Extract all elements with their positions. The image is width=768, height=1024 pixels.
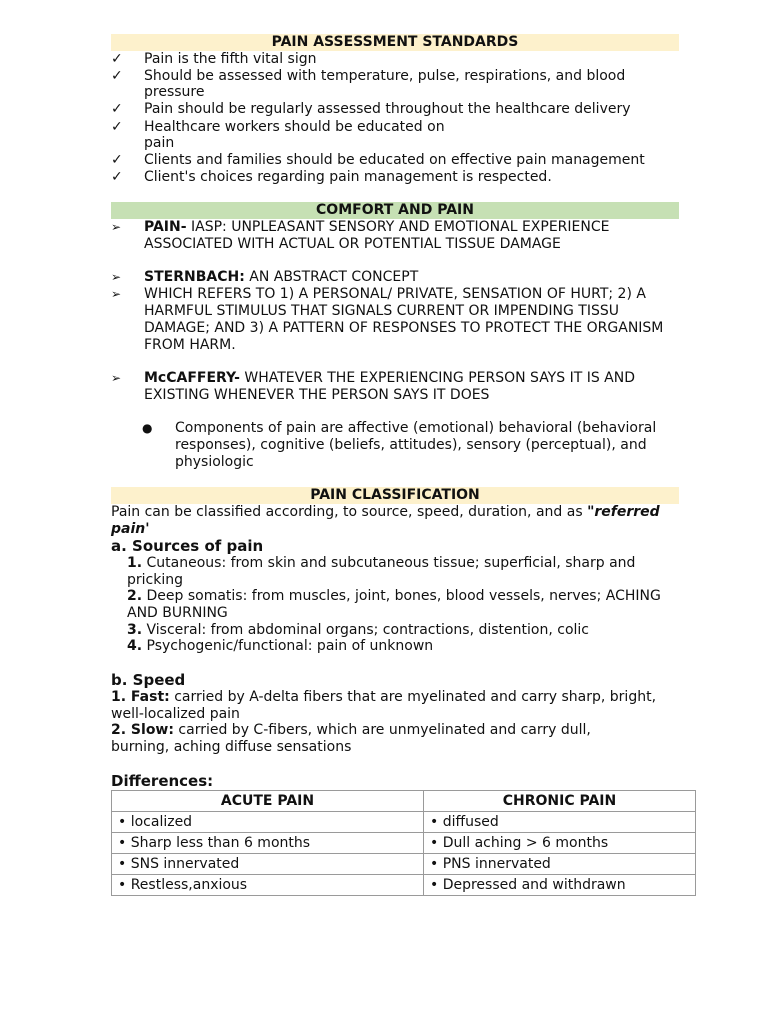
differences-heading: Differences:: [111, 772, 214, 790]
which-refers-line: FROM HARM.: [144, 337, 236, 353]
checkmark-icon: ✓: [111, 51, 123, 67]
which-refers-line: DAMAGE; AND 3) A PATTERN OF RESPONSES TO PROTECT THE ORGANISM: [144, 320, 664, 336]
pain-definition-text: IASP: UNPLEASANT SENSORY AND EMOTIONAL EXPERIENCE: [186, 219, 610, 235]
components-line: Components of pain are affective (emotional) behavioral (behavioral: [175, 420, 657, 436]
slow-text: burning, aching diffuse sensations: [111, 739, 352, 755]
fast-text: carried by A-delta fibers that are myelinated and carry sharp, bright,: [169, 689, 657, 705]
components-line: physiologic: [175, 454, 254, 470]
intro-quote: ": [587, 504, 595, 520]
source-number: 4.: [127, 638, 143, 654]
checkmark-icon: ✓: [111, 169, 123, 185]
pain-definition: [144, 219, 684, 253]
source-text: Cutaneous: from skin and subcutaneous tissue; superficial, sharp and: [142, 555, 636, 571]
acute-vs-chronic-table: [111, 790, 696, 896]
pain-definition-text: ASSOCIATED WITH ACTUAL OR POTENTIAL TISSUE DAMAGE: [144, 236, 561, 252]
source-number: 1.: [127, 555, 143, 571]
sternbach-definition: [144, 269, 418, 286]
standard-item-continued: pain: [144, 135, 175, 151]
chronic-pain-header: CHRONIC PAIN: [424, 791, 696, 812]
standard-item: Clients and families should be educated on effective pain management: [144, 152, 645, 168]
fast-label: 1. Fast:: [111, 689, 170, 705]
table-row: [112, 875, 696, 896]
pain-assessment-standards-heading: PAIN ASSESSMENT STANDARDS: [111, 34, 679, 51]
speed-heading: b. Speed: [111, 671, 186, 689]
standard-item: Pain is the fifth vital sign: [144, 51, 317, 67]
mccaffery-term: McCAFFERY-: [144, 370, 240, 386]
source-item: [127, 638, 433, 655]
intro-text: Pain can be classified according, to source, speed, duration, and as: [111, 504, 588, 520]
which-refers-text: [144, 286, 684, 354]
arrow-bullet-icon: ➢: [111, 371, 122, 385]
arrow-bullet-icon: ➢: [111, 270, 122, 284]
which-refers-line: WHICH REFERS TO 1) A PERSONAL/ PRIVATE, SENSATION OF HURT; 2) A: [144, 286, 646, 302]
source-number: 3.: [127, 622, 143, 638]
source-item: [127, 555, 687, 589]
chronic-cell: • diffused: [424, 812, 696, 833]
checkmark-icon: ✓: [111, 101, 123, 117]
mccaffery-definition: [144, 370, 684, 404]
standard-item: Should be assessed with temperature, pulse, respirations, and blood: [144, 68, 626, 84]
acute-pain-header: ACUTE PAIN: [112, 791, 424, 812]
source-text: Deep somatis: from muscles, joint, bones, blood vessels, nerves; ACHING: [142, 588, 661, 604]
source-text: AND BURNING: [127, 605, 228, 621]
source-text: Visceral: from abdominal organs; contractions, distention, colic: [142, 622, 589, 638]
comfort-and-pain-heading: COMFORT AND PAIN: [111, 202, 679, 219]
chronic-cell: • PNS innervated: [424, 854, 696, 875]
mccaffery-definition-text: WHATEVER THE EXPERIENCING PERSON SAYS IT IS AND: [239, 370, 635, 386]
sternbach-definition-text: AN ABSTRACT CONCEPT: [244, 269, 419, 285]
source-text: pricking: [127, 572, 183, 588]
standard-item: Pain should be regularly assessed throughout the healthcare delivery: [144, 101, 631, 117]
fast-text: well-localized pain: [111, 706, 240, 722]
table-row: [112, 833, 696, 854]
dot-bullet-icon: ●: [142, 421, 153, 435]
acute-cell: • Restless,anxious: [112, 875, 424, 896]
mccaffery-definition-text: EXISTING WHENEVER THE PERSON SAYS IT DOES: [144, 387, 490, 403]
classification-intro: [111, 504, 681, 538]
pain-components: [175, 420, 675, 471]
table-header-row: [112, 791, 696, 812]
source-text: Psychogenic/functional: pain of unknown: [142, 638, 434, 654]
checkmark-icon: ✓: [111, 119, 123, 135]
table-row: [112, 812, 696, 833]
pain-emphasis: pain: [111, 521, 146, 537]
slow-label: 2. Slow:: [111, 722, 174, 738]
referred-emphasis: referred: [594, 504, 660, 520]
acute-cell: • Sharp less than 6 months: [112, 833, 424, 854]
chronic-cell: • Depressed and withdrawn: [424, 875, 696, 896]
checkmark-icon: ✓: [111, 152, 123, 168]
intro-quote: ': [145, 521, 150, 537]
components-line: responses), cognitive (beliefs, attitudes), sensory (perceptual), and: [175, 437, 647, 453]
source-item: [127, 622, 589, 639]
fast-fibers: [111, 689, 681, 723]
arrow-bullet-icon: ➢: [111, 287, 122, 301]
standard-item: Healthcare workers should be educated on: [144, 119, 445, 135]
source-number: 2.: [127, 588, 143, 604]
standard-item: Client's choices regarding pain management is respected.: [144, 169, 552, 185]
source-item: [127, 588, 687, 622]
acute-cell: • SNS innervated: [112, 854, 424, 875]
arrow-bullet-icon: ➢: [111, 220, 122, 234]
table-row: [112, 854, 696, 875]
checkmark-icon: ✓: [111, 68, 123, 84]
chronic-cell: • Dull aching > 6 months: [424, 833, 696, 854]
which-refers-line: HARMFUL STIMULUS THAT SIGNALS CURRENT OR IMPENDING TISSU: [144, 303, 620, 319]
slow-fibers: [111, 722, 681, 756]
pain-term: PAIN-: [144, 219, 187, 235]
sources-heading: a. Sources of pain: [111, 537, 264, 555]
acute-cell: • localized: [112, 812, 424, 833]
sternbach-term: STERNBACH:: [144, 269, 245, 285]
standard-item-continued: pressure: [144, 84, 205, 100]
slow-text: carried by C-fibers, which are unmyelinated and carry dull,: [173, 722, 591, 738]
pain-classification-heading: PAIN CLASSIFICATION: [111, 487, 679, 504]
